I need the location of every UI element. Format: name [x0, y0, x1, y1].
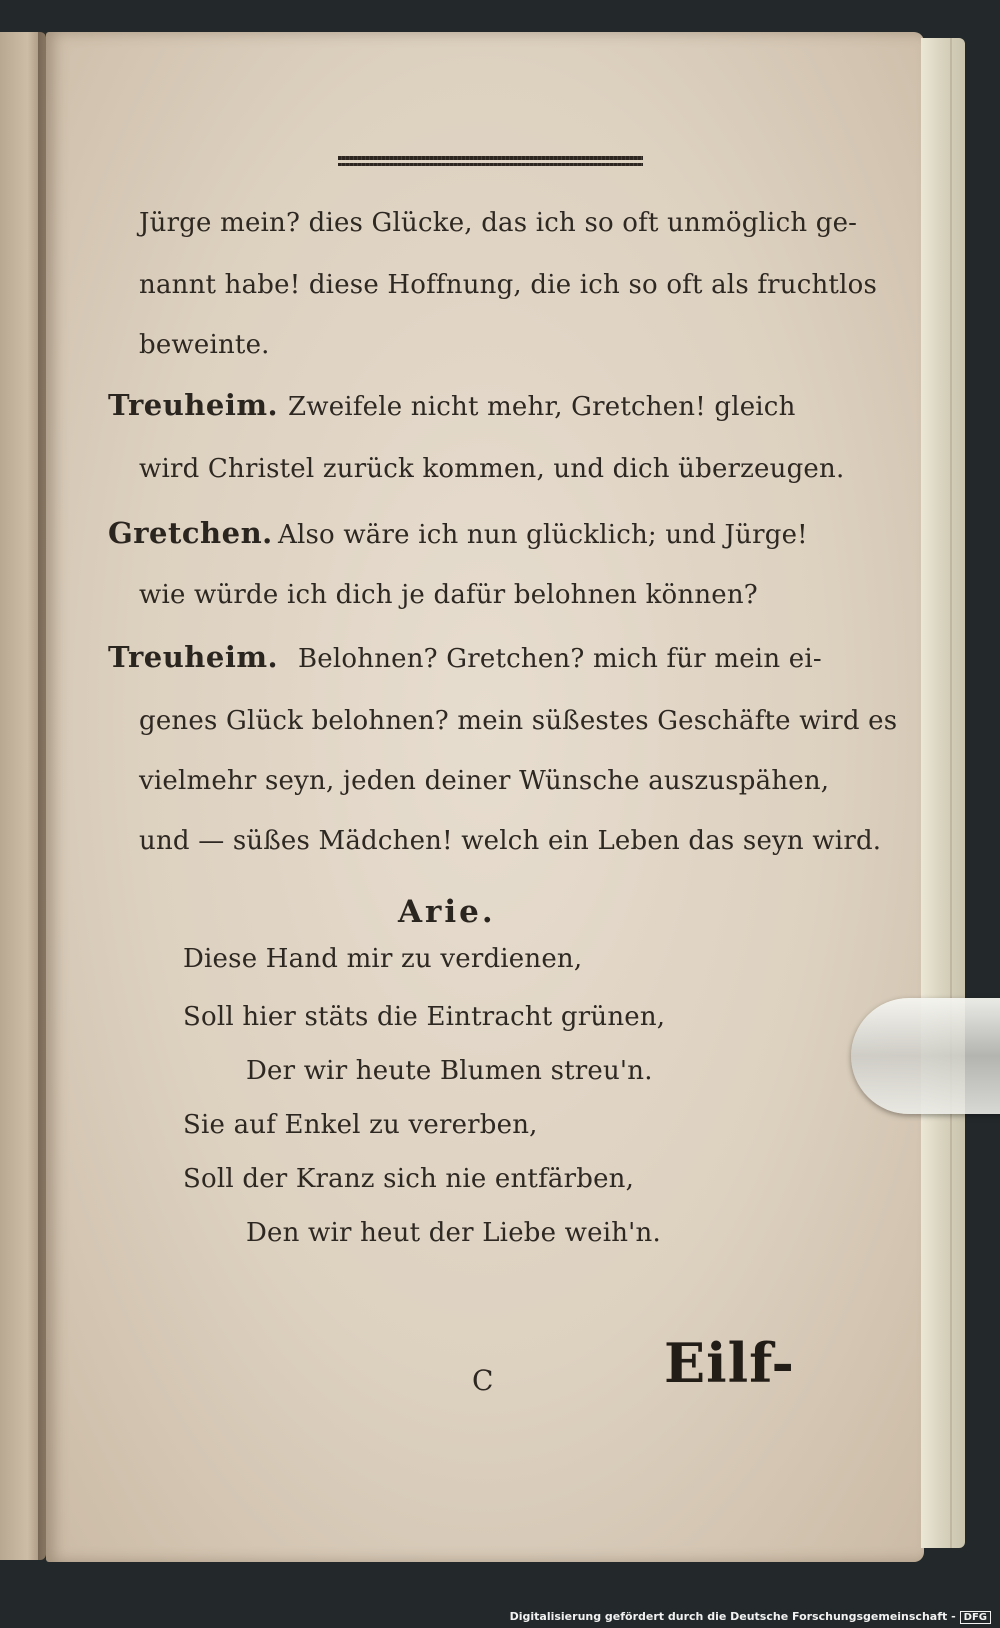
page-stack-edge	[921, 38, 965, 1548]
verse-line: Soll hier stäts die Eintracht grünen,	[183, 1002, 666, 1032]
text-line: vielmehr seyn, jeden deiner Wünsche auszuspähen,	[139, 766, 830, 796]
text-line: nannt habe! diese Hoffnung, die ich so oft als fruchtlos	[139, 270, 877, 300]
header-rule	[338, 163, 643, 166]
digitization-footer	[510, 1610, 991, 1624]
text-line: wie würde ich dich je dafür belohnen können?	[139, 580, 758, 610]
page-clip	[851, 998, 1000, 1114]
speaker-name: Treuheim.	[108, 640, 279, 674]
verse-line: Den wir heut der Liebe weih'n.	[246, 1218, 661, 1248]
verse-line: Sie auf Enkel zu vererben,	[183, 1110, 538, 1140]
speaker-name: Treuheim.	[108, 388, 279, 422]
catchword: Eilf-	[664, 1331, 795, 1395]
verse-line: Diese Hand mir zu verdienen,	[183, 944, 583, 974]
header-rule	[338, 156, 643, 160]
speaker-name: Gretchen.	[108, 516, 273, 550]
verse-line: Soll der Kranz sich nie entfärben,	[183, 1164, 635, 1194]
text-line: wird Christel zurück kommen, und dich überzeugen.	[139, 454, 845, 484]
verse-line: Der wir heute Blumen streu'n.	[246, 1056, 653, 1086]
text-line: und — süßes Mädchen! welch ein Leben das seyn wird.	[139, 826, 882, 856]
text-line: genes Glück belohnen? mein süßestes Geschäfte wird es	[139, 706, 898, 736]
dfg-logo: DFG	[960, 1611, 991, 1624]
text-line: Jürge mein? dies Glücke, das ich so oft unmöglich ge-	[139, 208, 858, 238]
book-page	[46, 32, 924, 1562]
text-line: Belohnen? Gretchen? mich für mein ei-	[298, 644, 822, 674]
text-line: Zweifele nicht mehr, Gretchen! gleich	[288, 392, 796, 422]
aria-heading: Arie.	[398, 894, 496, 930]
footer-text: Digitalisierung gefördert durch die Deutsche Forschungsgemeinschaft -	[509, 1610, 956, 1623]
page-stack-line	[950, 38, 952, 1548]
signature-mark: C	[472, 1364, 494, 1397]
text-line: beweinte.	[139, 330, 270, 360]
text-line: Also wäre ich nun glücklich; und Jürge!	[278, 520, 808, 550]
